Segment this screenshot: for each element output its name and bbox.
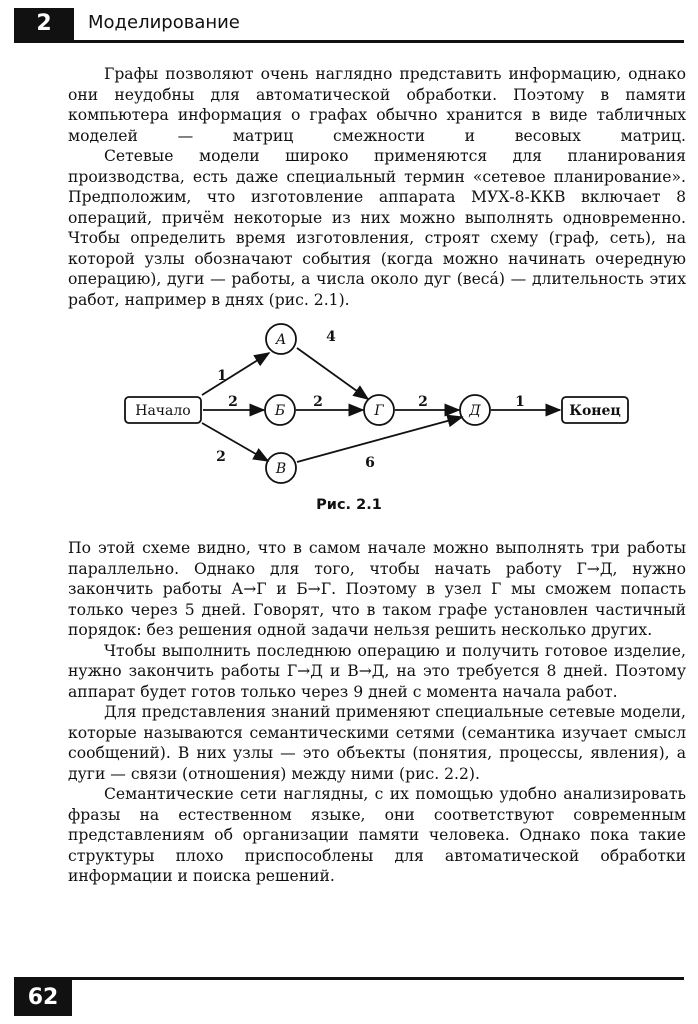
weight-start-a: 1 <box>217 368 227 384</box>
page-header <box>14 8 684 42</box>
weight-a-g: 4 <box>326 329 336 345</box>
weight-start-b: 2 <box>228 394 238 410</box>
node-a-label: А <box>275 332 287 348</box>
edge-start-v <box>202 423 268 461</box>
paragraph-semantic-networks: Для представления знаний применяют специальные сетевые модели, которые называются семантическими сетями (семантика изучает смысл сообщений). В них узлы — это объекты (понятия, процессы, явления), а дуги — связи (отношения) между ними (рис. 2.2). <box>68 703 686 783</box>
paragraph-final-operation: Чтобы выполнить последнюю операцию и получить готовое изделие, нужно закончить работы Г→Д и В→Д, на это требуется 8 дней. Поэтому аппарат будет готов только через 9 дней с момента начала работ. <box>68 641 686 701</box>
network-graph-svg <box>110 255 650 490</box>
node-v-label: В <box>275 461 287 477</box>
node-g-label: Г <box>374 403 384 419</box>
footer-rule <box>14 977 684 980</box>
chapter-number: 2 <box>14 8 74 40</box>
weight-start-v: 2 <box>216 449 226 465</box>
header-rule <box>14 40 684 43</box>
weight-b-g: 2 <box>313 394 323 410</box>
weight-d-end: 1 <box>515 394 525 410</box>
node-end-label: Конец <box>569 403 621 419</box>
weight-v-d: 6 <box>365 455 375 471</box>
figure-caption: Рис. 2.1 <box>316 497 382 513</box>
node-d-label: Д <box>469 403 481 419</box>
network-diagram <box>110 255 650 490</box>
edge-v-d <box>297 417 462 462</box>
chapter-title: Моделирование <box>88 12 240 33</box>
paragraph-network-models: Сетевые модели широко применяются для планирования производства, есть даже специальный термин «сетевое планирование». Предположим, что изготовление аппарата МУХ-8-ККВ включает 8 операций, причём некоторые из них можно выполнять одновременно. Чтобы определить время изготовления, строят схему (граф, сеть), на которой узлы обозначают события (когда можно начинать очередную операцию), дуги — работы, а числа около дуг (веса́) — длительность этих работ, например в днях (рис. 2.1). <box>68 147 686 309</box>
paragraph-parallel-work: По этой схеме видно, что в самом начале можно выполнять три работы параллельно. Однако для того, чтобы начать работу Г→Д, нужно закончить работы А→Г и Б→Г. Поэтому в узел Г мы сможем попасть только через 5 дней. Говорят, что в таком графе установлен частичный порядок: без решения одной задачи нельзя решить несколько других. <box>68 539 686 639</box>
paragraph-graphs: Графы позволяют очень наглядно представить информацию, однако они неудобны для автоматической обработки. Поэтому в памяти компьютера информация о графах обычно хранится в виде табличных моделей — матриц смежности и весовых матриц. <box>68 65 686 145</box>
paragraph-semantic-properties: Семантические сети наглядны, с их помощью удобно анализировать фразы на естественном языке, они соответствуют современным представлениям об организации памяти человека. Однако пока такие структуры плохо приспособлены для автоматической обработки информации и поиска решений. <box>68 785 686 885</box>
weight-g-d: 2 <box>418 394 428 410</box>
page-number: 62 <box>14 980 72 1016</box>
text-block-bottom <box>68 538 686 887</box>
node-start-label: Начало <box>135 403 191 419</box>
node-b-label: Б <box>274 403 286 419</box>
edge-a-g <box>297 348 368 399</box>
edge-start-a <box>202 353 269 395</box>
